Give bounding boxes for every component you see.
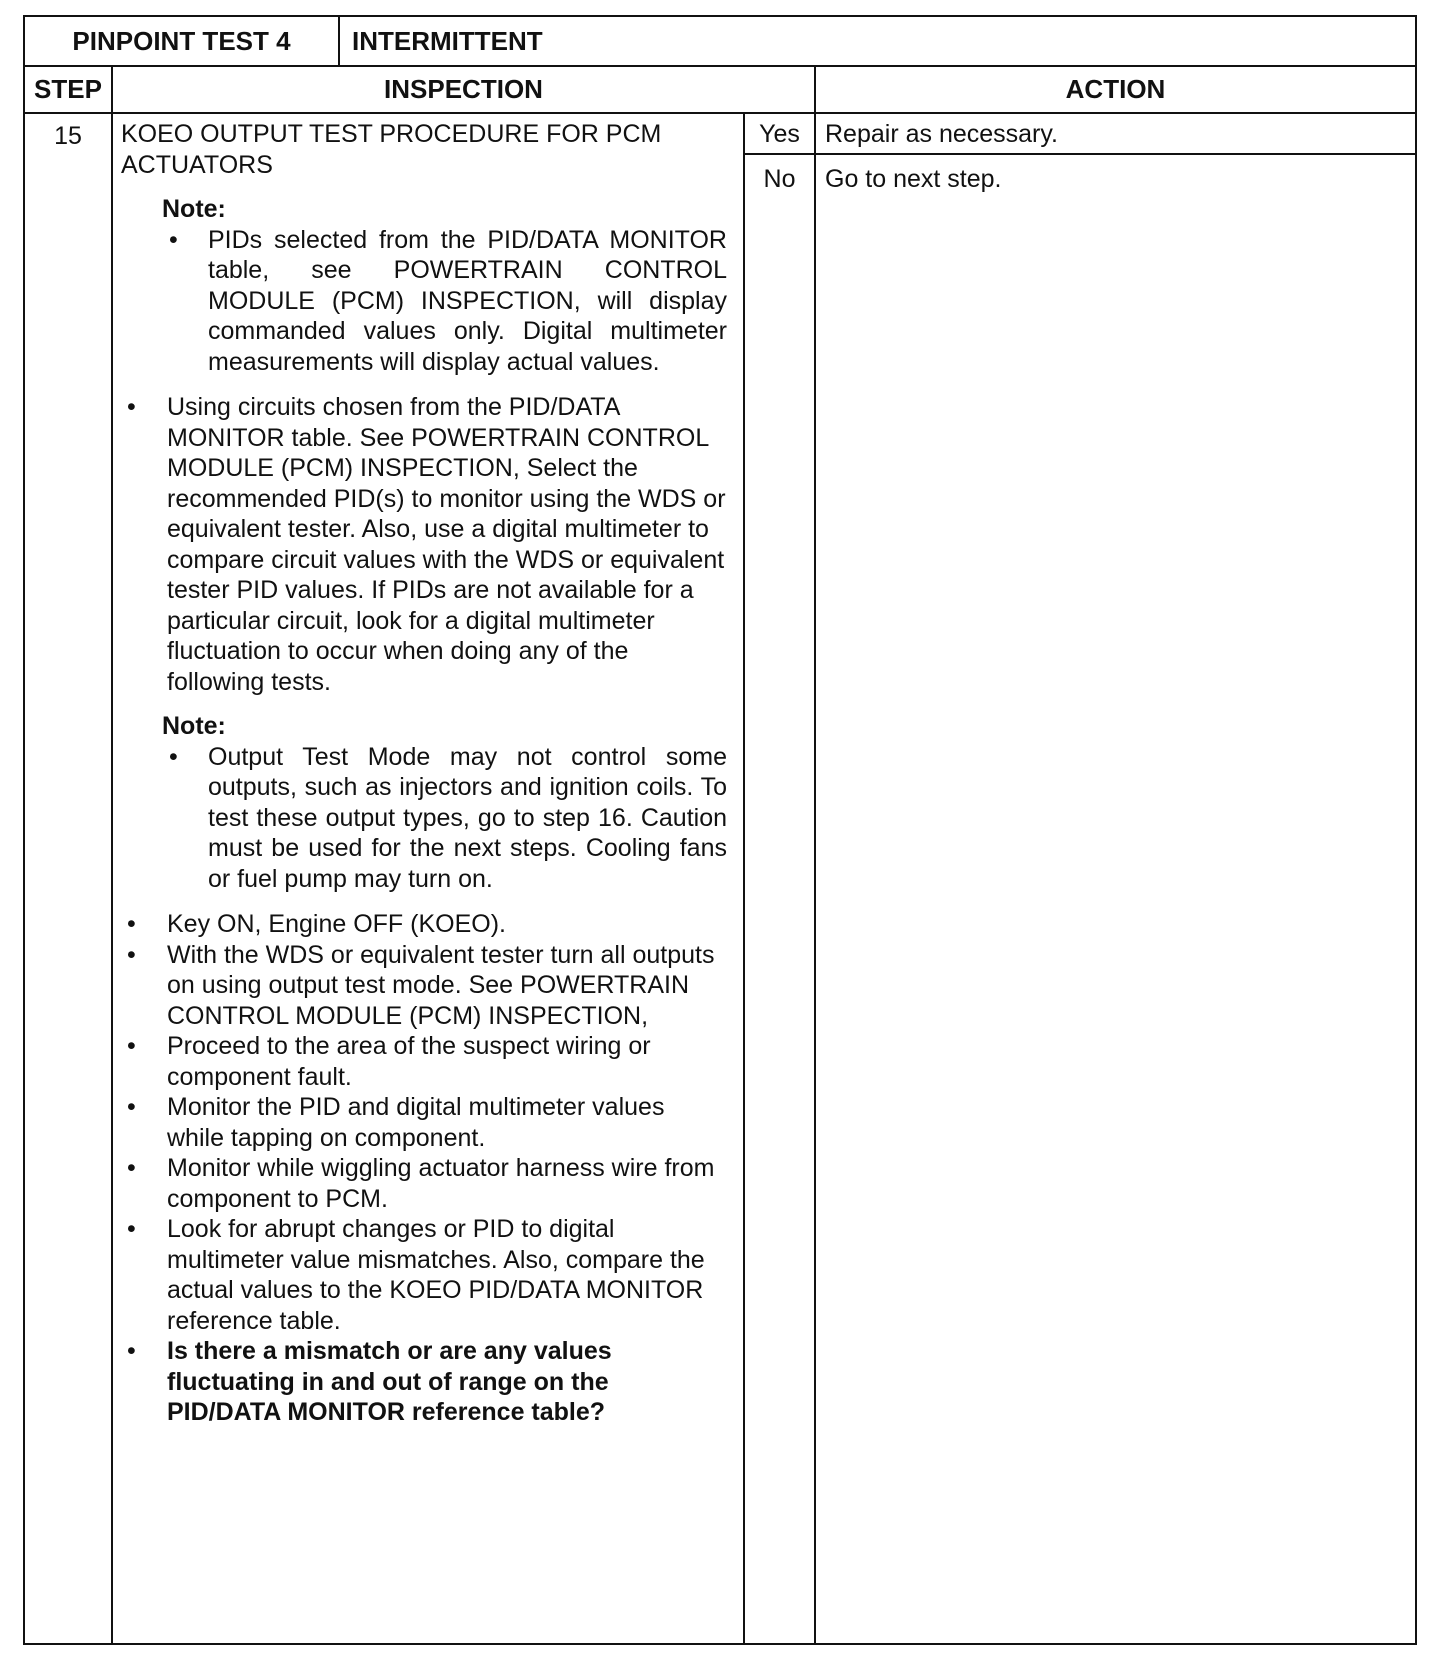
note-list bbox=[121, 742, 727, 895]
list-item-text: Using circuits chosen from the PID/DATA MONITOR table. See POWERTRAIN CONTROL MODULE (PCM) INSPECTION, Select the recommended PID(s) to monitor using the WDS or equivalent tester. Also, use a digital multimeter to compare circuit values with the WDS or equivalent tester PID values. If PIDs are not available for a particular circuit, look for a digital multimeter fluctuation to occur when doing any of the following tests. bbox=[167, 393, 726, 696]
note-item bbox=[121, 742, 727, 895]
list-item bbox=[121, 909, 727, 940]
note-label: Note: bbox=[162, 195, 226, 223]
column-divider bbox=[743, 114, 745, 1643]
inspection-cell bbox=[121, 119, 727, 1428]
inspection-question: Is there a mismatch or are any values fluctuating in and out of range on the PID/DATA MONITOR reference table? bbox=[167, 1337, 612, 1426]
list-item bbox=[121, 1092, 727, 1153]
yes-no-divider bbox=[743, 153, 1415, 155]
list-item bbox=[121, 1031, 727, 1092]
list-item-text: With the WDS or equivalent tester turn all outputs on using output test mode. See POWERTRAIN CONTROL MODULE (PCM) INSPECTION, bbox=[167, 940, 715, 1030]
yes-label: Yes bbox=[759, 120, 800, 148]
bullet-icon: • bbox=[169, 225, 178, 254]
pinpoint-test-label: PINPOINT TEST 4 bbox=[25, 17, 340, 65]
bullet-icon: • bbox=[127, 1154, 136, 1182]
list-item bbox=[121, 1214, 727, 1336]
step-number: 15 bbox=[54, 122, 82, 150]
bullet-icon: • bbox=[127, 1093, 136, 1121]
pinpoint-test-table bbox=[23, 15, 1417, 1645]
column-header-inspection: INSPECTION bbox=[113, 67, 816, 112]
column-divider bbox=[111, 114, 113, 1643]
list-item-text: Look for abrupt changes or PID to digital multimeter value mismatches. Also, compare the actual values to the KOEO PID/DATA MONITOR reference table. bbox=[167, 1215, 705, 1335]
bullet-icon: • bbox=[169, 742, 178, 771]
no-label: No bbox=[763, 165, 796, 193]
column-header-row bbox=[25, 67, 1415, 114]
list-item-text: Key ON, Engine OFF (KOEO). bbox=[167, 910, 506, 938]
instruction-list bbox=[121, 909, 727, 1428]
title-row bbox=[25, 17, 1415, 67]
bullet-icon: • bbox=[127, 940, 136, 969]
note-item-text: PIDs selected from the PID/DATA MONITOR table, see POWERTRAIN CONTROL MODULE (PCM) INSPECTION, will display commanded values only. Digital multimeter measurements will display actual values. bbox=[208, 225, 727, 376]
inspection-title: KOEO OUTPUT TEST PROCEDURE FOR PCM ACTUATORS bbox=[121, 120, 662, 179]
pinpoint-test-name: INTERMITTENT bbox=[352, 26, 543, 56]
note-list bbox=[121, 225, 727, 378]
bullet-icon: • bbox=[127, 393, 136, 421]
bullet-icon: • bbox=[127, 910, 136, 938]
list-item-text: Proceed to the area of the suspect wiring or component fault. bbox=[167, 1032, 651, 1091]
column-header-step: STEP bbox=[25, 67, 113, 112]
bullet-icon: • bbox=[127, 1032, 136, 1060]
yes-action: Repair as necessary. bbox=[825, 120, 1058, 148]
bullet-icon: • bbox=[127, 1337, 136, 1365]
list-item-text: Monitor the PID and digital multimeter values while tapping on component. bbox=[167, 1093, 665, 1152]
list-item bbox=[121, 392, 727, 697]
bullet-icon: • bbox=[127, 1215, 136, 1243]
list-item bbox=[121, 1153, 727, 1214]
column-divider bbox=[814, 114, 816, 1643]
list-item-text: Monitor while wiggling actuator harness wire from component to PCM. bbox=[167, 1154, 715, 1213]
note-label: Note: bbox=[162, 712, 226, 740]
no-action: Go to next step. bbox=[825, 165, 1002, 193]
list-item bbox=[121, 940, 727, 1032]
column-header-action: ACTION bbox=[1065, 74, 1166, 104]
note-item bbox=[121, 225, 727, 378]
instruction-list bbox=[121, 392, 727, 697]
note-item-text: Output Test Mode may not control some outputs, such as injectors and ignition coils. To test these output types, go to step 16. Caution must be used for the next steps. Cooling fans or fuel pump may turn on. bbox=[208, 742, 727, 893]
list-item-question bbox=[121, 1336, 727, 1428]
